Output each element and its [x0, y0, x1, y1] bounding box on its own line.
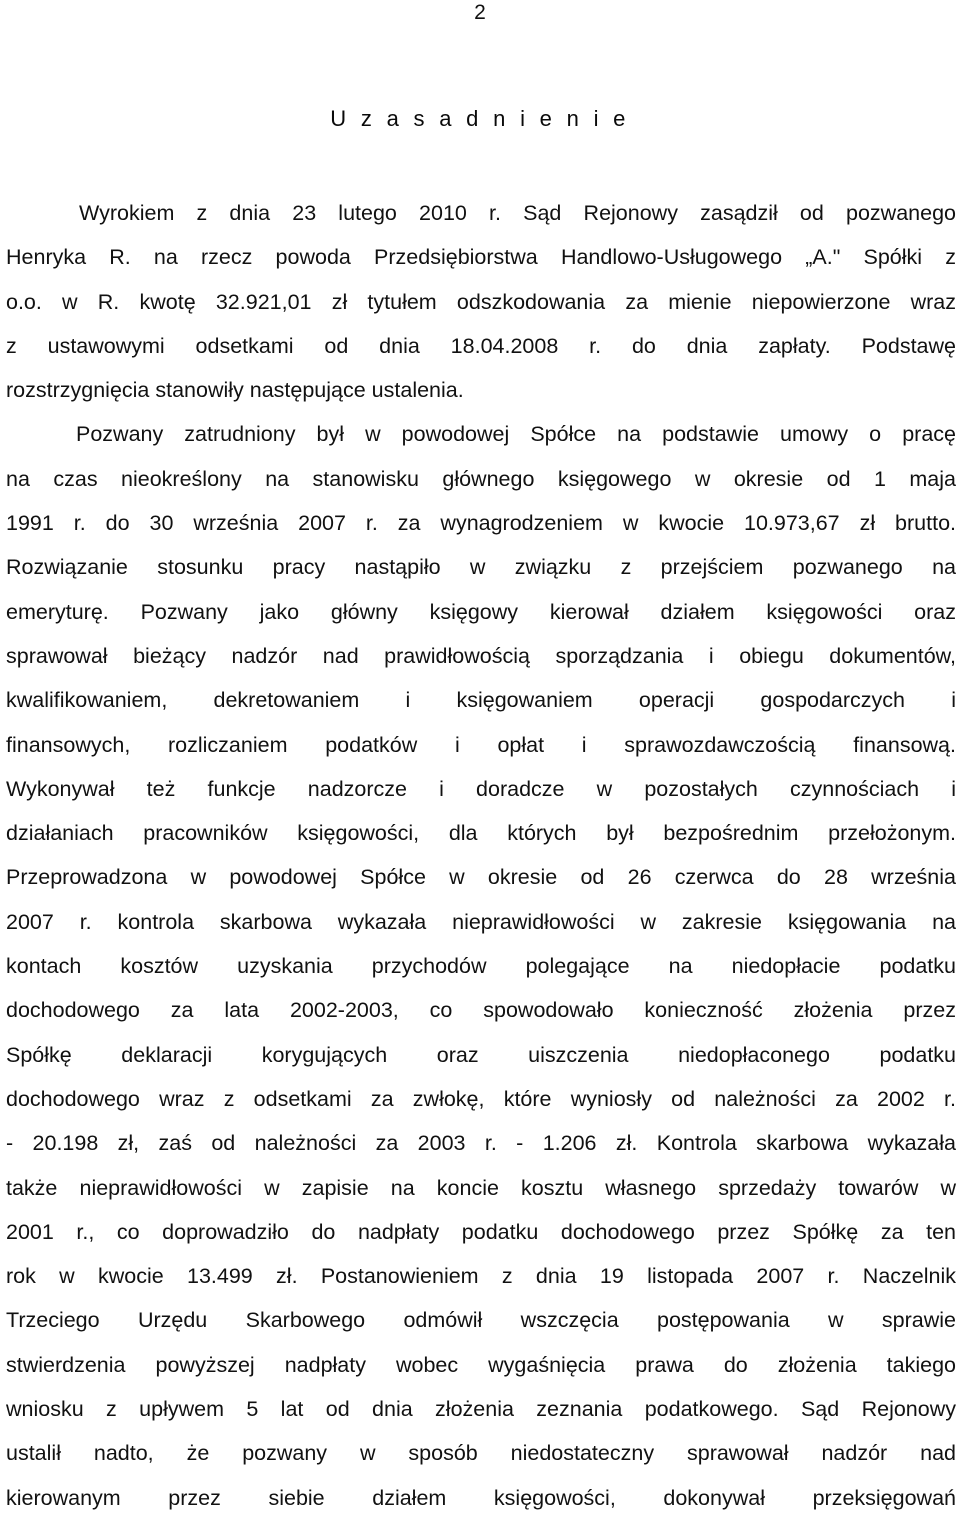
text-line: Rozwiązanie stosunku pracy nastąpiło w związku z przejściem pozwanego na: [6, 555, 956, 580]
text-line: dochodowego za lata 2002-2003, co spowodowało konieczność złożenia przez: [6, 998, 956, 1023]
text-line: Spółkę deklaracji korygujących oraz uiszczenia niedopłaconego podatku: [6, 1042, 956, 1067]
text-line: rozstrzygnięcia stanowiły następujące ustalenia.: [6, 378, 464, 403]
text-line: kierowanym przez siebie działem księgowości, dokonywał przeksięgowań: [6, 1485, 956, 1510]
text-line: rok w kwocie 13.499 zł. Postanowieniem z dnia 19 listopada 2007 r. Naczelnik: [6, 1264, 956, 1289]
text-line: kwalifikowaniem, dekretowaniem i księgowaniem operacji gospodarczych i: [6, 688, 956, 713]
text-line: sprawował bieżący nadzór nad prawidłowością sporządzania i obiegu dokumentów,: [6, 643, 956, 668]
text-line: 2001 r., co doprowadziło do nadpłaty podatku dochodowego przez Spółkę za ten: [6, 1219, 956, 1244]
text-line: - 20.198 zł, zaś od należności za 2003 r. - 1.206 zł. Kontrola skarbowa wykazała: [6, 1131, 956, 1156]
text-line: Trzeciego Urzędu Skarbowego odmówił wszczęcia postępowania w sprawie: [6, 1308, 956, 1333]
text-line: na czas nieokreślony na stanowisku głównego księgowego w okresie od 1 maja: [6, 466, 956, 491]
text-line: z ustawowymi odsetkami od dnia 18.04.2008 r. do dnia zapłaty. Podstawę: [6, 333, 956, 358]
body-text: [6, 191, 956, 1520]
text-line: działaniach pracowników księgowości, dla których był bezpośrednim przełożonym.: [6, 821, 956, 846]
text-line: o.o. w R. kwotę 32.921,01 zł tytułem odszkodowania za mienie niepowierzone wraz: [6, 289, 956, 314]
text-line: ustalił nadto, że pozwany w sposób niedostateczny sprawował nadzór nad: [6, 1441, 956, 1466]
text-line: stwierdzenia powyższej nadpłaty wobec wygaśnięcia prawa do złożenia takiego: [6, 1352, 956, 1377]
text-line: Henryka R. na rzecz powoda Przedsiębiorstwa Handlowo-Usługowego „A." Spółki z: [6, 245, 956, 270]
text-line: Wyrokiem z dnia 23 lutego 2010 r. Sąd Rejonowy zasądził od pozwanego: [79, 201, 956, 225]
text-line: także nieprawidłowości w zapisie na koncie kosztu własnego sprzedaży towarów w: [6, 1175, 956, 1200]
text-line: finansowych, rozliczaniem podatków i opłat i sprawozdawczością finansową.: [6, 732, 956, 757]
section-heading: U z a s a d n i e n i e: [330, 106, 630, 131]
text-line: emeryturę. Pozwany jako główny księgowy kierował działem księgowości oraz: [6, 599, 956, 624]
text-line: Przeprowadzona w powodowej Spółce w okresie od 26 czerwca do 28 września: [6, 865, 956, 890]
page-number: 2: [474, 1, 486, 24]
text-line: wniosku z upływem 5 lat od dnia złożenia zeznania podatkowego. Sąd Rejonowy: [6, 1397, 956, 1422]
text-line: 2007 r. kontrola skarbowa wykazała nieprawidłowości w zakresie księgowania na: [6, 909, 956, 934]
text-line: Pozwany zatrudniony był w powodowej Spółce na podstawie umowy o pracę: [76, 422, 956, 447]
text-line: 1991 r. do 30 września 2007 r. za wynagrodzeniem w kwocie 10.973,67 zł brutto.: [6, 511, 956, 536]
text-line: dochodowego wraz z odsetkami za zwłokę, które wyniosły od należności za 2002 r.: [6, 1086, 956, 1111]
text-line: kontach kosztów uzyskania przychodów polegające na niedopłacie podatku: [6, 954, 956, 979]
text-line: Wykonywał też funkcje nadzorcze i doradcze w pozostałych czynnościach i: [6, 776, 956, 801]
